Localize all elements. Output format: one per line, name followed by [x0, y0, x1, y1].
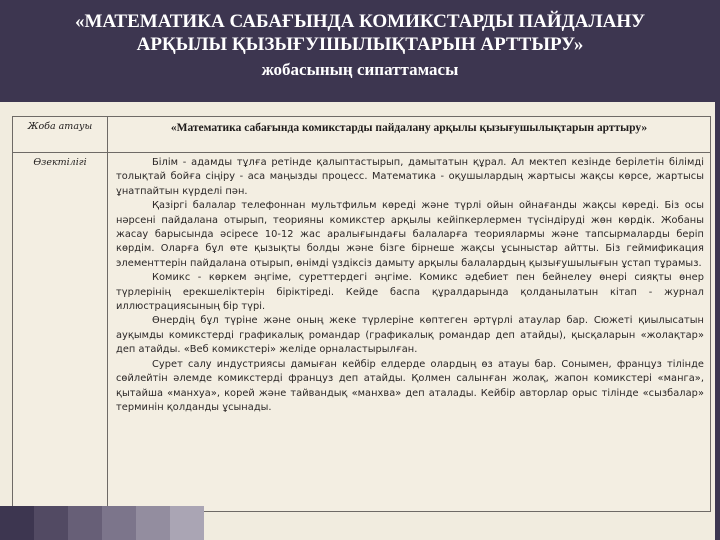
title-line-2: АРҚЫЛЫ ҚЫЗЫҒУШЫЛЫҚТАРЫН АРТТЫРУ»	[136, 34, 584, 55]
decor-block	[136, 506, 170, 540]
decor-block	[34, 506, 68, 540]
decor-block	[0, 506, 34, 540]
decor-block	[170, 506, 204, 540]
title-subtitle: жобасының сипаттамасы	[261, 60, 459, 79]
decorative-blocks	[0, 506, 210, 540]
row-label-relevance: Өзектілігі	[13, 153, 108, 512]
paragraph-2: Қазіргі балалар телефоннан мультфильм көреді және түрлі ойын ойнағанды жақсы көреді. Біз осы нәрсені пайдалана отырып, теорияны комикстер арқылы кейіпкерлермен түсіндіруді жөн көрдік. Жобаны жасау барысында әсіресе 10-12 жас аралығындағы балаларға теориялармы және тапсырмаларды беріп көрдім. Оларға бұл өте қызықты болды және бізге бірнеше жақсы ұсыныстар айтты. Біз геймификация элементтерін пайдалана отырып, өнімді үздіксіз дамыту арқылы балалардың қызығушылығын ұстап тұрамыз.	[116, 200, 704, 269]
relevance-text	[108, 153, 711, 512]
decor-block	[102, 506, 136, 540]
table-row-relevance	[13, 153, 711, 512]
right-accent-strip	[715, 102, 720, 540]
paragraph-5: Сурет салу индустриясы дамыған кейбір елдерде олардың өз атауы бар. Сонымен, француз тілінде сөйлейтін әлемде комикстерді француз деп атайды. Қолмен салынған жолақ, жапон комикстері «манга», қытайша «манхуа», корей және тайвандық «манхва» деп аталады. Кейбір авторлар орыс тілінде «сызбалар» терминін қолданды ұсынады.	[116, 358, 704, 413]
project-table	[12, 116, 711, 512]
project-name-value: «Математика сабағында комикстарды пайдалану арқылы қызығушылықтарын арттыру»	[108, 117, 711, 153]
slide-title	[0, 10, 720, 81]
decor-block	[68, 506, 102, 540]
title-line-1: «МАТЕМАТИКА САБАҒЫНДА КОМИКСТАРДЫ ПАЙДАЛАНУ	[74, 11, 646, 32]
row-label-project-name: Жоба атауы	[13, 117, 108, 153]
paragraph-1: Білім - адамды тұлға ретінде қалыптастырып, дамытатын құрал. Ал мектеп кезінде берілетін білімді толықтай бойға сіңіру - аса маңызды процесс. Математика - оқушылардың жартысы жақсы көрсе, жартысы ұнатпайтын күрделі пән.	[116, 157, 704, 197]
paragraph-4: Өнердің бұл түріне және оның жеке түрлеріне көптеген әртүрлі атаулар бар. Сюжеті қиылысатын ауқымды комикстерді графикалық романдар (графикалық романдар деп атайды), қысқаларын «жолақтар» деп атайды. «Веб комикстері» желіде орналастырылған.	[116, 315, 704, 356]
table-row-title	[13, 117, 711, 153]
paragraph-3: Комикс - көркем әңгіме, суреттердегі әңгіме. Комикс әдебиет пен бейнелеу өнері сияқты өнер түрлерінің ерекшеліктерін біріктіреді. Кейде баспа құралдарында қолданылатын кітап - журнал иллюстрациясының бір түрі.	[116, 272, 704, 313]
